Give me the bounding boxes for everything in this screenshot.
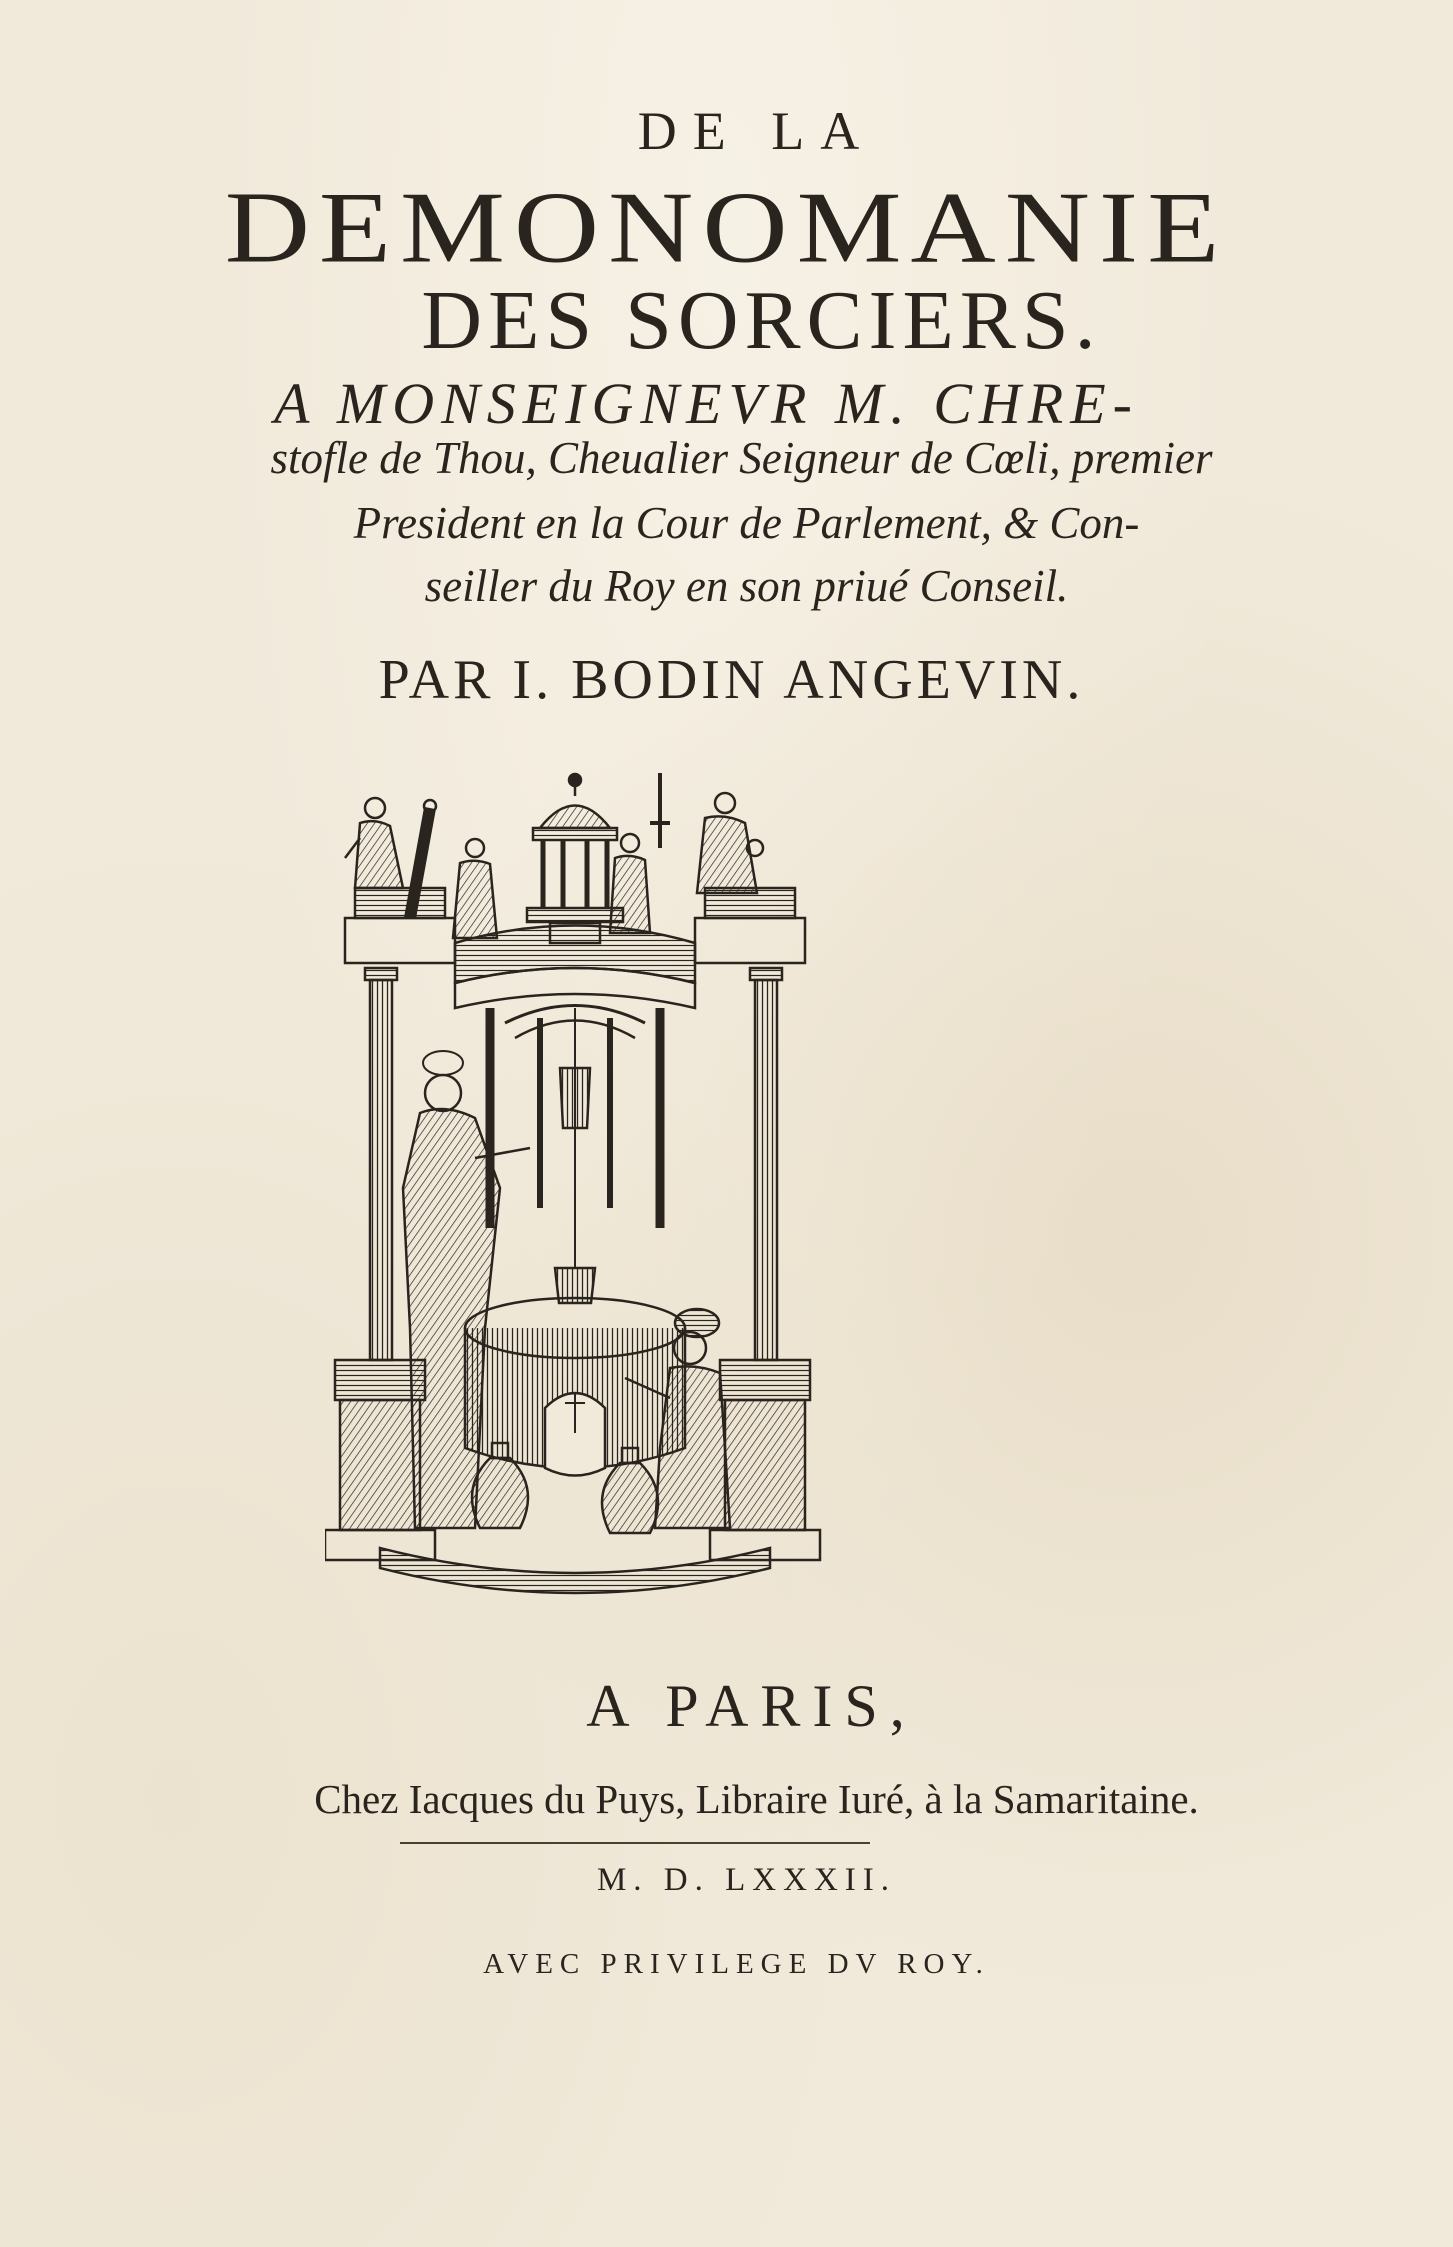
imprint-place: A PARIS, (586, 1673, 917, 1739)
title-line-de-la: DE LA (637, 101, 876, 161)
statue-second-left (453, 839, 497, 938)
dedication-line-2: stofle de Thou, Cheualier Seigneur de Cœli, premier (270, 433, 1213, 483)
imprint-year: M. D. LXXXII. (596, 1862, 897, 1898)
dedication-line-4: seiller du Roy en son priué Conseil. (424, 561, 1069, 611)
title-line-des-sorciers: DES SORCIERS. (421, 274, 1102, 367)
statue-sword-figure (610, 773, 670, 933)
title-line-demonomanie: DEMONOMANIE (224, 171, 1229, 284)
dedication-line-3: President en la Cour de Parlement, & Con- (353, 498, 1140, 548)
author-line: PAR I. BODIN ANGEVIN. (378, 649, 1085, 711)
horizontal-rule (400, 1842, 870, 1844)
dedication-line-1: A MONSEIGNEVR M. CHRE- (274, 371, 1139, 436)
imprint-publisher: Chez Iacques du Puys, Libraire Iuré, à la Samaritaine. (314, 1776, 1199, 1822)
dome-tempietto (527, 774, 623, 943)
statue-right-figure (697, 793, 763, 893)
privilege-line: AVEC PRIVILEGE DV ROY. (483, 1948, 990, 1980)
printer-device-woodcut-icon (325, 768, 985, 1638)
